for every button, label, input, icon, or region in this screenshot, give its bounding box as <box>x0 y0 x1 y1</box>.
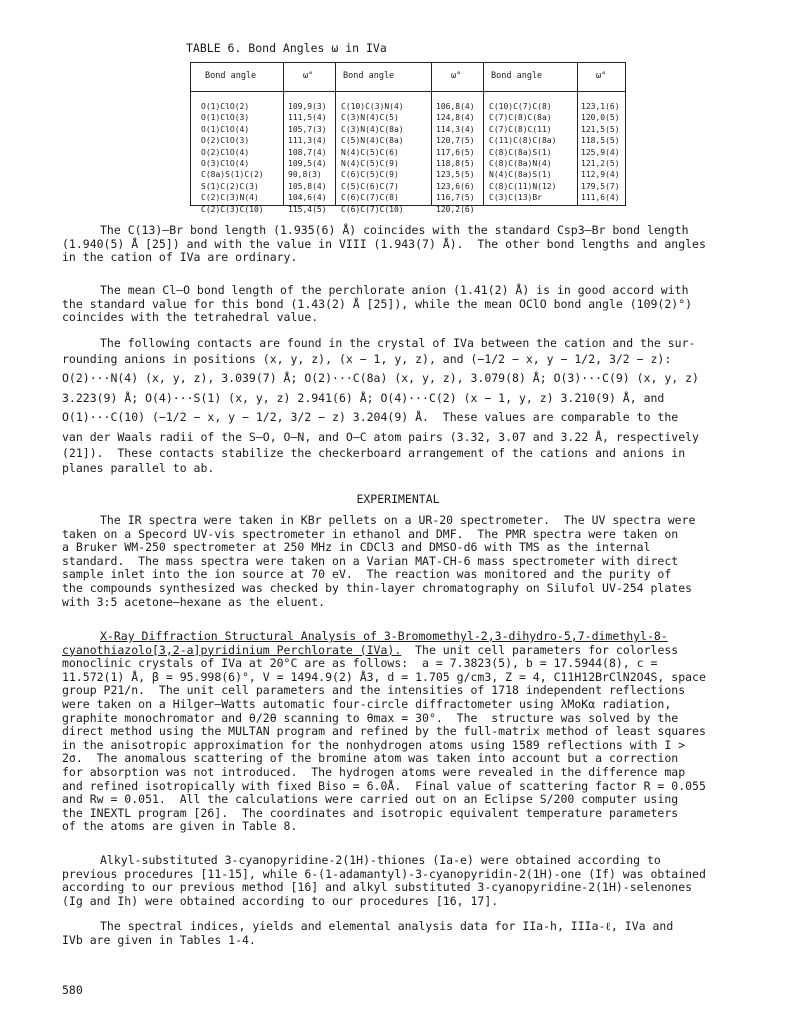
text-line: sample inlet into the ion source at 70 eV. The reaction was monitored and the purity of <box>62 567 672 582</box>
text-line: The following contacts are found in the crystal of IVa between the cation and the sur- <box>100 336 696 350</box>
text-line: van der Waals radii of the S–O, O–N, and O–C atom pairs (3.32, 3.07 and 3.22 Å, respectively <box>62 429 699 444</box>
text-line: the standard value for this bond (1.43(2) Å [25]), while the mean OClO bond angle (109(2)°) <box>62 296 693 311</box>
page-number: 580 <box>62 983 83 997</box>
text-line: with 3:5 acetone–hexane as the eluent. <box>62 594 326 609</box>
header-omega-3: ω° <box>596 71 607 81</box>
table-divider <box>431 63 432 205</box>
table-col-angles-2: C(10)C(3)N(4) C(3)N(4)C(5) C(3)N(4)C(8a) C(5)N(4)C(8a) N(4)C(5)C(6) N(4)C(5)C(9) C(6)C(5)C(9) C(5)C(6)C(7) C(6)C(7)C(8) C(6)C(7)C(10) <box>341 102 404 214</box>
text-line: The unit cell parameters for colorless <box>401 642 679 657</box>
text-line: (Ig and Ih) were obtained according to our procedures [16, 17]. <box>62 893 499 908</box>
text-line: the compounds synthesized was checked by thin-layer chromatography on Silufol UV-254 plates <box>62 580 693 595</box>
text-line: O(1)···C(10) (−1/2 − x, y − 1/2, 3/2 − z) 3.204(9) Å. These values are comparable to the <box>62 410 679 425</box>
table-divider <box>335 63 336 205</box>
table-divider <box>577 63 578 205</box>
text-line: according to our previous method [16] and alkyl substituted 3-cyanopyridine-2(1H)-selenones <box>62 880 693 895</box>
text-line: The IR spectra were taken in KBr pellets on a UR-20 spectrometer. The UV spectra were <box>100 513 696 527</box>
table-col-angles-3: C(10)C(7)C(8) C(7)C(8)C(8a) C(7)C(8)C(11) C(11)C(8)C(8a) C(8)C(8a)S(1) C(8)C(8a)N(4) N(4)C(8a)S(1) C(8)C(11)N(12) C(3)C(13)Br <box>489 102 557 203</box>
table-col-angles-1: O(1)ClO(2) O(1)ClO(3) O(1)ClO(4) O(2)ClO(3) O(2)ClO(4) O(3)ClO(4) C(8a)S(1)C(2) S(1)C(2)C(3) C(2)C(3)N(4) C(2)C(3)C(10) <box>201 102 264 214</box>
text-line: 2σ. The anomalous scattering of the bromine atom was taken into account but a correction <box>62 751 679 766</box>
section-heading: EXPERIMENTAL <box>356 492 440 506</box>
text-line: planes parallel to ab. <box>62 461 215 476</box>
text-line: group P21/n. The unit cell parameters and the intensities of 1718 independent reflections <box>62 683 686 698</box>
header-omega-1: ω° <box>303 71 314 81</box>
text-line: rounding anions in positions (x, y, z), (x − 1, y, z), and (−1/2 − x, y − 1/2, 3/2 − z): <box>62 351 672 366</box>
text-line: monoclinic crystals of IVa at 20°C are as follows: a = 7.3823(5), b = 17.5944(8), c = <box>62 656 658 671</box>
text-line: in the anisotropic approximation for the nonhydrogen atoms using 1589 reflections with I > <box>62 737 686 752</box>
text-line: were taken on a Hilger–Watts automatic four-circle diffractometer using λMoKα radiation, <box>62 696 672 711</box>
xray-title-line: X-Ray Diffraction Structural Analysis of 3-Bromomethyl-2,3-dihydro-5,7-dimethyl-8- <box>100 629 668 643</box>
table-header-row <box>191 63 625 92</box>
paragraph-bond-lengths <box>62 224 742 265</box>
text-line: The spectral indices, yields and elemental analysis data for IIa-h, IIIa-ℓ, IVa and <box>100 919 674 933</box>
text-line: for absorption was not introduced. The hydrogen atoms were revealed in the difference map <box>62 764 686 779</box>
paragraph-contacts <box>62 336 742 477</box>
bond-angle-table <box>190 62 626 214</box>
table-col-values-2: 106,8(4) 124,8(4) 114,3(4) 120,7(5) 117,6(5) 118,8(5) 123,5(5) 123,6(6) 116,7(5) 120,2(6) <box>436 102 475 214</box>
text-line: of the atoms are given in Table 8. <box>62 819 298 834</box>
header-bond-angle-3: Bond angle <box>491 71 543 81</box>
text-line: in the cation of IVa are ordinary. <box>62 250 298 265</box>
text-line: The C(13)–Br bond length (1.935(6) Å) coincides with the standard Csp3–Br bond length <box>100 223 689 237</box>
text-line: O(2)···N(4) (x, y, z), 3.039(7) Å; O(2)···C(8a) (x, y, z), 3.079(8) Å; O(3)···C(9) (x, y, z) <box>62 371 699 386</box>
table-col-values-3: 123,1(6) 120,0(5) 121,5(5) 118,5(5) 125,9(4) 121,2(5) 112,9(4) 179,5(7) 111,6(4) <box>581 102 620 203</box>
table-col-values-1: 109,9(3) 111,5(4) 105,7(3) 111,3(4) 108,7(4) 109,5(4) 90,8(3) 105,8(4) 104,6(4) 115,4(5) <box>288 102 327 214</box>
text-line: graphite monochromator and θ/2θ scanning to θmax = 30°. The structure was solved by the <box>62 710 679 725</box>
text-line: IVb are given in Tables 1-4. <box>62 932 256 947</box>
text-line: previous procedures [11-15], while 6-(1-adamantyl)-3-cyanopyridin-2(1H)-one (If) was obtained <box>62 866 706 881</box>
text-line: (21]). These contacts stabilize the checkerboard arrangement of the cations and anions in <box>62 445 686 460</box>
text-line: (1.940(5) Å [25]) and with the value in VIII (1.943(7) Å). The other bond lengths and angles <box>62 236 706 251</box>
text-line: and refined isotropically with fixed Biso = 6.0Å. Final value of scattering factor R = 0.055 <box>62 778 706 793</box>
text-line: taken on a Specord UV-vis spectrometer in ethanol and DMF. The PMR spectra were taken on <box>62 526 679 541</box>
paragraph-xray <box>62 630 742 834</box>
header-bond-angle-1: Bond angle <box>205 71 257 81</box>
header-bond-angle-2: Bond angle <box>343 71 395 81</box>
table-divider <box>483 63 484 205</box>
header-omega-2: ω° <box>451 71 462 81</box>
text-line: and Rw = 0.051. All the calculations were carried out on an Eclipse S/200 computer using <box>62 792 679 807</box>
table-caption: TABLE 6. Bond Angles ω in IVa <box>186 41 387 55</box>
text-line: coincides with the tetrahedral value. <box>62 310 319 325</box>
text-line: the INEXTL program [26]. The coordinates and isotropic equivalent temperature parameters <box>62 805 679 820</box>
paragraph-spectral-indices <box>62 920 742 947</box>
paragraph-perchlorate <box>62 284 742 325</box>
text-line: 11.572(1) Å, β = 95.998(6)°, V = 1494.9(2) Å3, d = 1.705 g/cm3, Z = 4, C11H12BrClN2O4S, space <box>62 669 706 684</box>
paragraph-synthesis <box>62 854 742 908</box>
text-line: Alkyl-substituted 3-cyanopyridine-2(1H)-thiones (Ia-e) were obtained according to <box>100 853 661 867</box>
text-line: a Bruker WM-250 spectrometer at 250 MHz in CDCl3 and DMSO-d6 with TMS as the internal <box>62 540 651 555</box>
paragraph-experimental <box>62 514 742 609</box>
text-line: standard. The mass spectra were taken on a Varian MAT-CH-6 mass spectrometer with direct <box>62 553 679 568</box>
text-line: 3.223(9) Å; O(4)···S(1) (x, y, z) 2.941(6) Å; O(4)···C(2) (x − 1, y, z) 3.210(9) Å, and <box>62 390 665 405</box>
xray-title-line: cyanothiazolo[3,2-a]pyridinium Perchlorate (IVa). <box>62 642 402 657</box>
text-line: The mean Cl–O bond length of the perchlorate anion (1.41(2) Å) is in good accord with <box>100 283 689 297</box>
text-line: direct method using the MULTAN program and refined by the full-matrix method of least squares <box>62 724 706 739</box>
table-divider <box>283 63 284 205</box>
